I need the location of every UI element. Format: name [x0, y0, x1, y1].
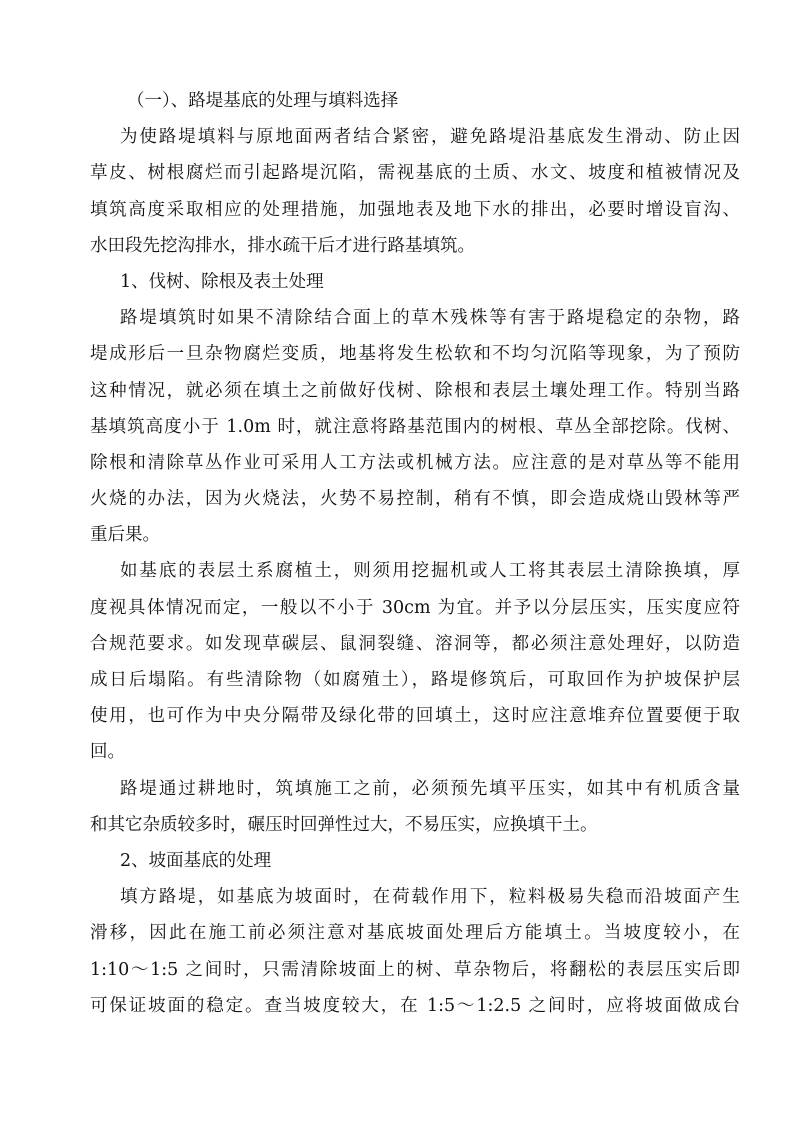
subheading-slope-base: 2、坡面基底的处理 — [120, 850, 272, 871]
document-body — [90, 83, 740, 1024]
paragraph-line: 路堤填筑时如果不清除结合面上的草木残株等有害于路堤稳定的杂物，路 — [120, 308, 740, 329]
paragraph-line: 成日后塌陷。有些清除物（如腐殖土），路堤修筑后，可取回作为护坡保护层 — [90, 670, 740, 690]
paragraph-line: 度视具体情况而定，一般以不小于 30cm 为宜。并予以分层压实，压实度应符 — [90, 597, 740, 618]
paragraph-topsoil — [90, 553, 740, 770]
paragraph-line: 草皮、树根腐烂而引起路堤沉陷，需视基底的土质、水文、坡度和植被情况及 — [90, 163, 740, 184]
paragraph-line: 填方路堤，如基底为坡面时，在荷载作用下，粒料极易失稳而沿坡面产生 — [120, 887, 740, 908]
paragraph-line: 合规范要求。如发现草碳层、鼠洞裂缝、溶洞等，都必须注意处理好，以防造 — [90, 633, 740, 654]
paragraph-line: 这种情况，就必须在填土之前做好伐树、除根和表层土壤处理工作。特别当路 — [90, 380, 740, 401]
paragraph-line: 使用，也可作为中央分隔带及绿化带的回填土，这时应注意堆弃位置要便于取 — [90, 706, 740, 727]
paragraph-farmland — [90, 771, 740, 843]
paragraph-line: 可保证坡面的稳定。查当坡度较大，在 1:5～1:2.5 之间时，应将坡面做成台 — [90, 995, 740, 1016]
paragraph-line: 如基底的表层土系腐植土，则须用挖掘机或人工将其表层土清除换填，厚 — [120, 561, 740, 582]
paragraph-line: 基填筑高度小于 1.0m 时，就注意将路基范围内的树根、草丛全部挖除。伐树、 — [90, 416, 740, 437]
paragraph-line: 路堤通过耕地时，筑填施工之前，必须预先填平压实，如其中有机质含量 — [120, 778, 740, 799]
paragraph-intro — [90, 119, 740, 264]
paragraph-line: 堤成形后一旦杂物腐烂变质，地基将发生松软和不均匀沉陷等现象，为了预防 — [90, 344, 740, 365]
paragraph-line: 重后果。 — [90, 525, 160, 546]
paragraph-line: 水田段先挖沟排水，排水疏干后才进行路基填筑。 — [90, 235, 475, 256]
paragraph-line: 除根和清除草丛作业可采用人工方法或机械方法。应注意的是对草丛等不能用 — [90, 452, 740, 473]
paragraph-line: 填筑高度采取相应的处理措施，加强地表及地下水的排出，必要时增设盲沟、 — [90, 199, 740, 220]
paragraph-line: 火烧的办法，因为火烧法，火势不易控制，稍有不慎，即会造成烧山毁林等严 — [90, 489, 740, 510]
paragraph-line: 1:10～1:5 之间时，只需清除坡面上的树、草杂物后，将翻松的表层压实后即 — [90, 959, 740, 980]
paragraph-line: 滑移，因此在施工前必须注意对基底坡面处理后方能填土。当坡度较小，在 — [90, 923, 740, 944]
section-title: （一）、路堤基底的处理与填料选择 — [127, 91, 399, 111]
paragraph-line: 为使路堤填料与原地面两者结合紧密，避免路堤沿基底发生滑动、防止因 — [120, 127, 740, 148]
paragraph-line: 回。 — [90, 742, 125, 763]
paragraph-tree-removal — [90, 300, 740, 553]
paragraph-slope-base — [90, 879, 740, 1024]
paragraph-line: 和其它杂质较多时，碾压时回弹性过大，不易压实，应换填干土。 — [90, 814, 598, 835]
subheading-tree-removal: 1、伐树、除根及表土处理 — [120, 271, 324, 292]
